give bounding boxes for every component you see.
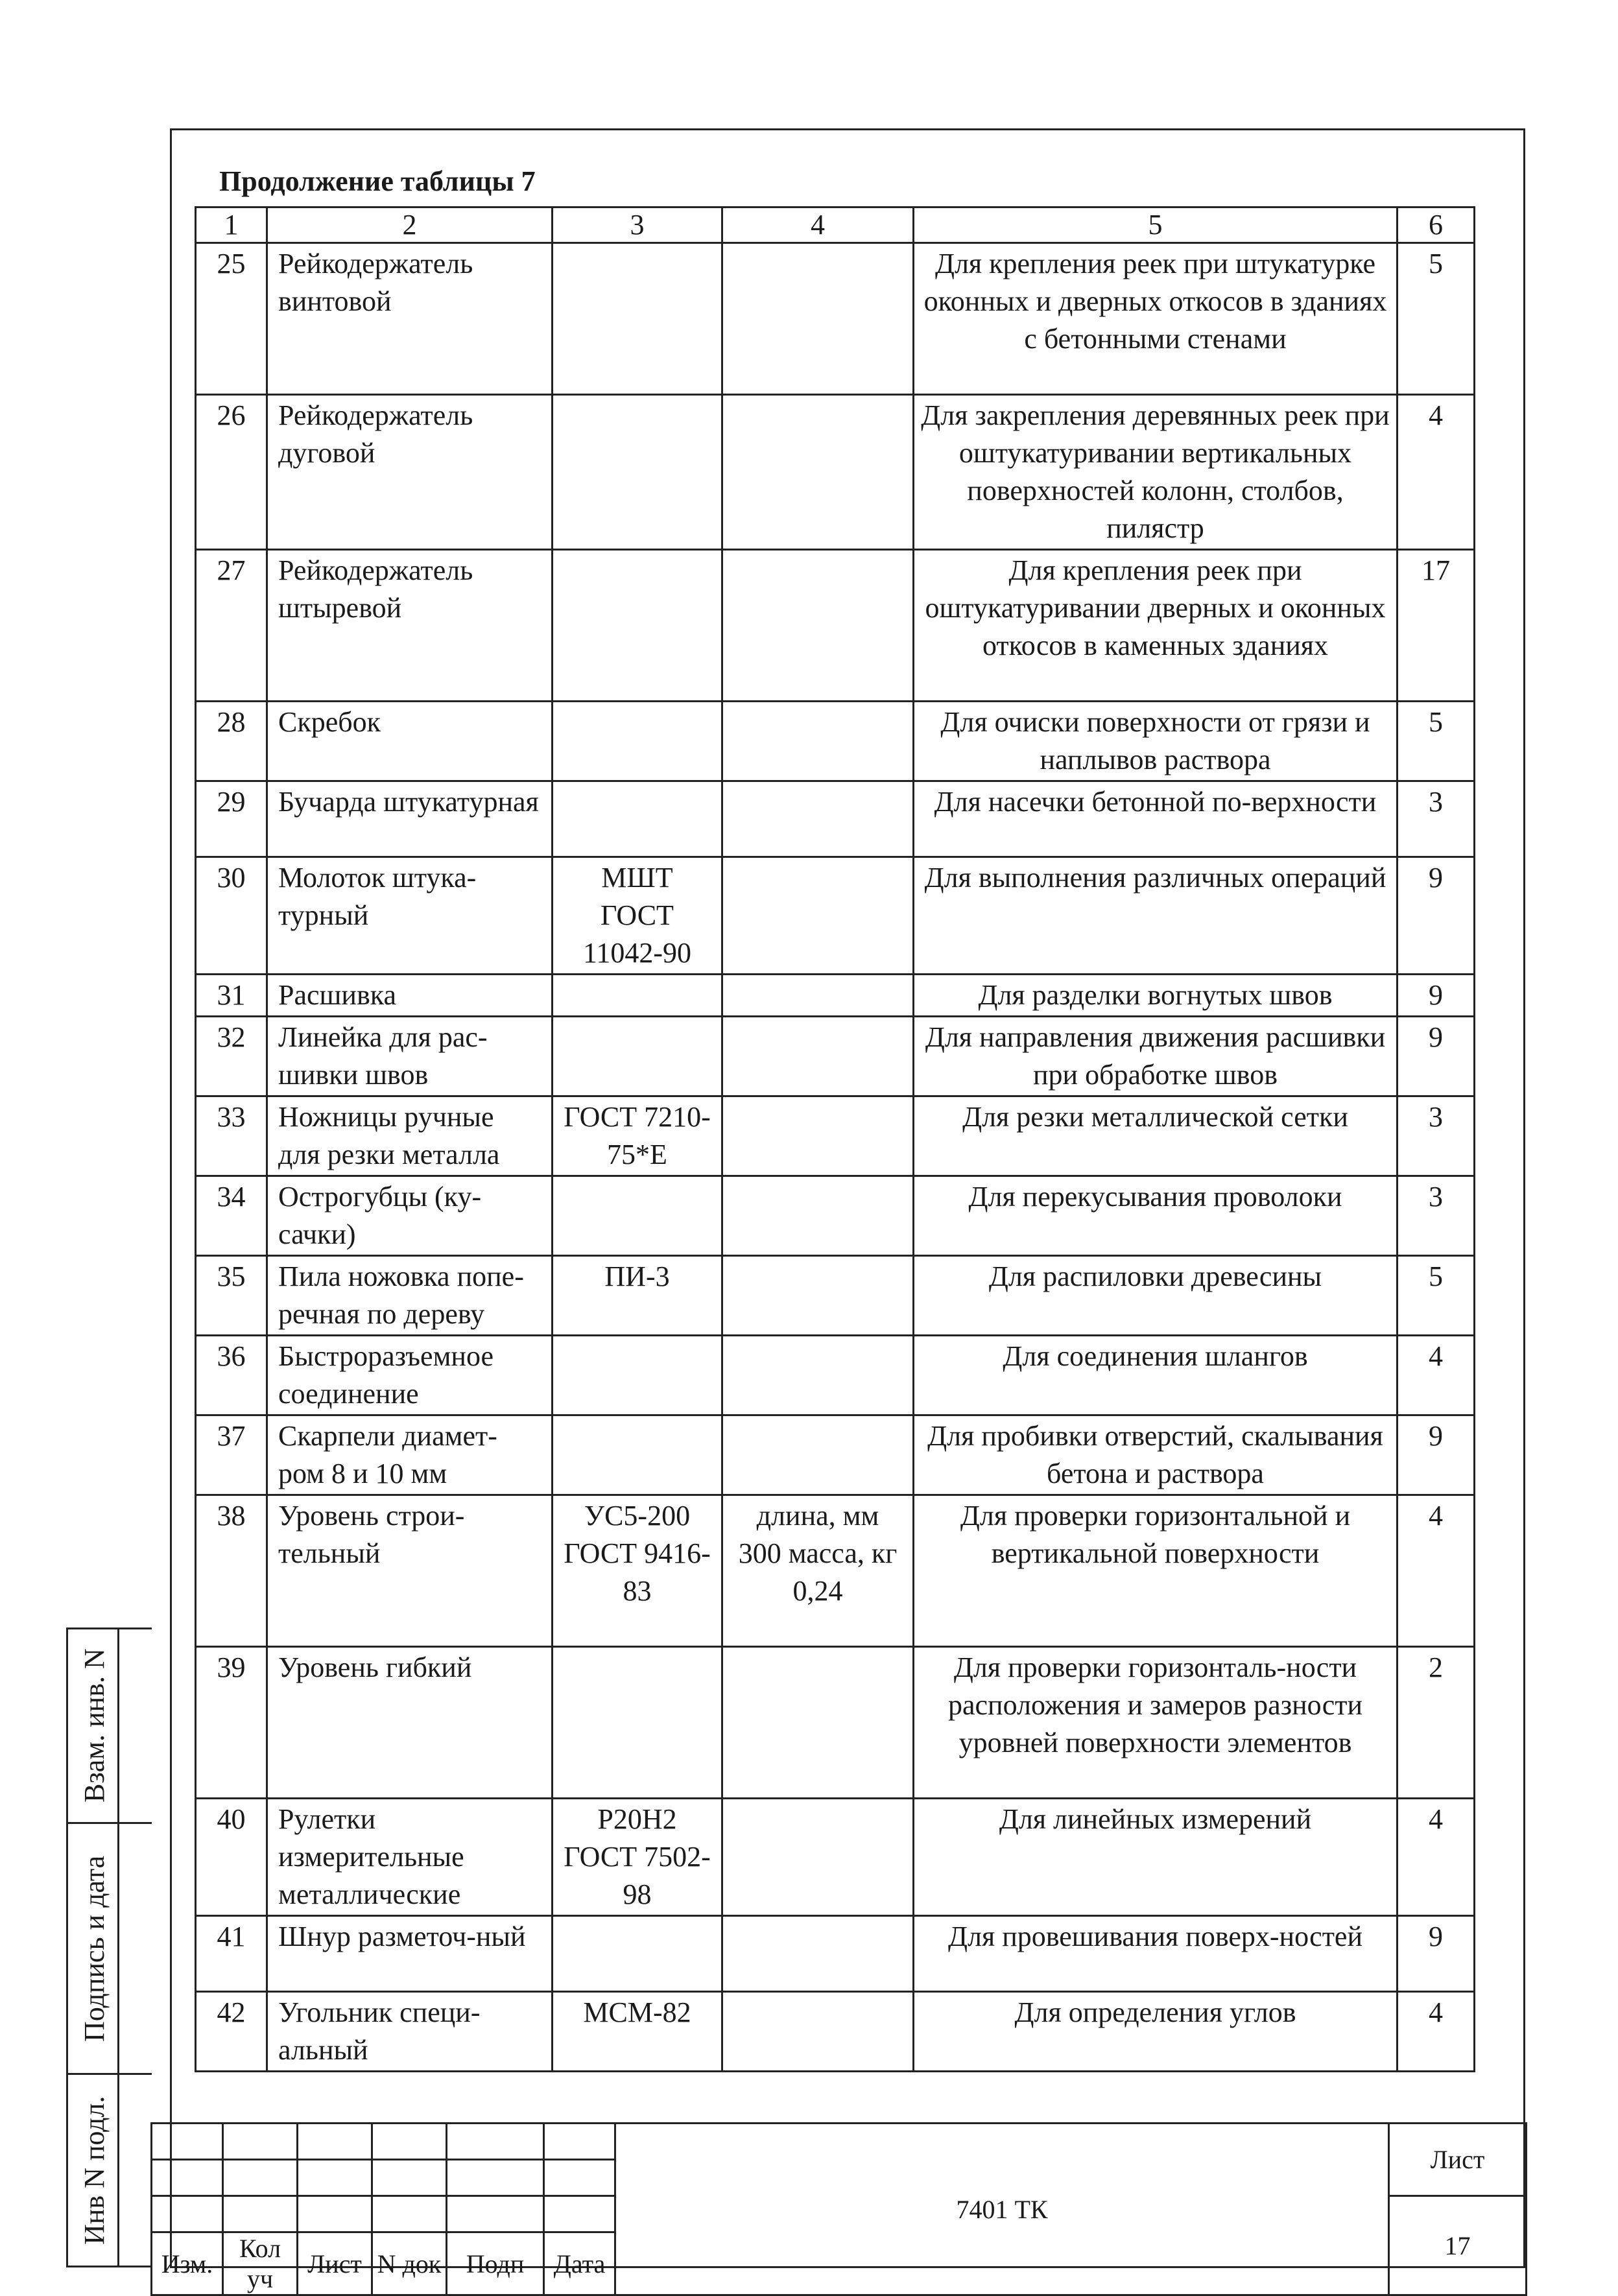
item-spec — [722, 702, 914, 781]
item-purpose: Для крепления реек при оштукатуривании дверных и оконных откосов в каменных зданиях — [914, 550, 1398, 702]
item-spec — [722, 1647, 914, 1799]
item-mark: УС5-200 ГОСТ 9416-83 — [553, 1495, 722, 1647]
item-name: Скребок — [267, 702, 553, 781]
header-cell: 4 — [722, 207, 914, 243]
item-name: Молоток штука-турный — [267, 857, 553, 975]
item-mark — [553, 1176, 722, 1256]
item-quantity: 9 — [1398, 857, 1475, 975]
table-row — [196, 1017, 1475, 1096]
item-name: Бучарда штукатурная — [267, 781, 553, 857]
header-cell: 1 — [196, 207, 267, 243]
item-purpose: Для резки металлической сетки — [914, 1096, 1398, 1176]
item-quantity: 3 — [1398, 1096, 1475, 1176]
item-purpose: Для очиски поверхности от грязи и наплывов раствора — [914, 702, 1398, 781]
item-spec — [722, 1096, 914, 1176]
item-purpose: Для направления движения расшивки при обработке швов — [914, 1017, 1398, 1096]
item-number: 30 — [196, 857, 267, 975]
item-purpose: Для распиловки древесины — [914, 1256, 1398, 1336]
item-quantity: 5 — [1398, 702, 1475, 781]
item-quantity: 4 — [1398, 1799, 1475, 1916]
item-number: 27 — [196, 550, 267, 702]
izm-label: Изм. — [152, 2232, 223, 2295]
item-name: Уровень гибкий — [267, 1647, 553, 1799]
table-row — [196, 1336, 1475, 1415]
item-quantity: 9 — [1398, 1017, 1475, 1096]
table-row — [196, 975, 1475, 1017]
podp-label: Подп — [447, 2232, 544, 2295]
item-spec — [722, 857, 914, 975]
item-name: Рейкодержатель штыревой — [267, 550, 553, 702]
side-label-inv: Инв N подл. — [78, 2096, 110, 2245]
item-spec — [722, 1256, 914, 1336]
item-purpose: Для соединения шлангов — [914, 1336, 1398, 1415]
item-quantity: 4 — [1398, 395, 1475, 550]
list-label: Лист — [298, 2232, 372, 2295]
item-quantity: 3 — [1398, 1176, 1475, 1256]
item-number: 42 — [196, 1992, 267, 2072]
item-mark — [553, 243, 722, 395]
item-mark — [553, 395, 722, 550]
table-row — [196, 1799, 1475, 1916]
item-purpose: Для закрепления деревянных реек при оштукатуривании вертикальных поверхностей колонн, столбов, пилястр — [914, 395, 1398, 550]
item-purpose: Для перекусывания проволоки — [914, 1176, 1398, 1256]
item-purpose: Для линейных измерений — [914, 1799, 1398, 1916]
item-mark: МСМ-82 — [553, 1992, 722, 2072]
item-number: 39 — [196, 1647, 267, 1799]
item-number: 34 — [196, 1176, 267, 1256]
item-mark — [553, 1647, 722, 1799]
item-number: 40 — [196, 1799, 267, 1916]
side-label-podpis: Подпись и дата — [78, 1855, 110, 2042]
document-code: 7401 ТК — [615, 2124, 1389, 2295]
table-row — [196, 1176, 1475, 1256]
side-stamp-inv — [66, 2073, 152, 2267]
sheet-number: 17 — [1389, 2196, 1527, 2295]
header-cell: 5 — [914, 207, 1398, 243]
table-row — [196, 550, 1475, 702]
n-dok-label: N док — [372, 2232, 447, 2295]
equipment-table — [195, 206, 1475, 2072]
item-name: Пила ножовка попе-речная по дереву — [267, 1256, 553, 1336]
item-spec — [722, 975, 914, 1017]
item-number: 26 — [196, 395, 267, 550]
table-row — [196, 1495, 1475, 1647]
item-number: 37 — [196, 1415, 267, 1495]
item-mark — [553, 1017, 722, 1096]
item-name: Расшивка — [267, 975, 553, 1017]
kol-uch-label: Кол уч — [223, 2232, 298, 2295]
item-purpose: Для насечки бетонной по-верхности — [914, 781, 1398, 857]
item-quantity: 5 — [1398, 1256, 1475, 1336]
item-mark — [553, 1336, 722, 1415]
item-purpose: Для проверки горизонталь-ности расположения и замеров разности уровней поверхности элементов — [914, 1647, 1398, 1799]
item-purpose: Для крепления реек при штукатурке оконных и дверных откосов в зданиях с бетонными стенами — [914, 243, 1398, 395]
item-number: 33 — [196, 1096, 267, 1176]
item-mark: ПИ-3 — [553, 1256, 722, 1336]
table-row — [196, 1415, 1475, 1495]
item-mark — [553, 975, 722, 1017]
item-name: Линейка для рас-шивки швов — [267, 1017, 553, 1096]
item-number: 36 — [196, 1336, 267, 1415]
side-label-vzam: Взам. инв. N — [78, 1648, 110, 1803]
item-spec — [722, 1336, 914, 1415]
table-caption: Продолжение таблицы 7 — [219, 165, 536, 197]
table-row — [196, 1096, 1475, 1176]
item-spec — [722, 781, 914, 857]
item-quantity: 4 — [1398, 1495, 1475, 1647]
item-name: Уровень строи-тельный — [267, 1495, 553, 1647]
table-row — [196, 857, 1475, 975]
item-spec: длина, мм 300 масса, кг 0,24 — [722, 1495, 914, 1647]
header-cell: 2 — [267, 207, 553, 243]
item-number: 29 — [196, 781, 267, 857]
item-number: 32 — [196, 1017, 267, 1096]
item-number: 28 — [196, 702, 267, 781]
item-mark — [553, 702, 722, 781]
table-row — [196, 1992, 1475, 2072]
item-purpose: Для проверки горизонтальной и вертикальной поверхности — [914, 1495, 1398, 1647]
item-quantity: 5 — [1398, 243, 1475, 395]
item-mark — [553, 1916, 722, 1992]
item-name: Рейкодержатель дуговой — [267, 395, 553, 550]
title-block — [150, 2122, 1527, 2296]
item-quantity: 17 — [1398, 550, 1475, 702]
item-name: Быстроразъемное соединение — [267, 1336, 553, 1415]
header-cell: 6 — [1398, 207, 1475, 243]
item-number: 35 — [196, 1256, 267, 1336]
table-row — [196, 1256, 1475, 1336]
item-number: 41 — [196, 1916, 267, 1992]
item-mark: ГОСТ 7210-75*Е — [553, 1096, 722, 1176]
table-row — [196, 395, 1475, 550]
item-name: Скарпели диамет-ром 8 и 10 мм — [267, 1415, 553, 1495]
item-purpose: Для провешивания поверх-ностей — [914, 1916, 1398, 1992]
sheet-label: Лист — [1389, 2124, 1527, 2196]
item-purpose: Для выполнения различных операций — [914, 857, 1398, 975]
item-purpose: Для пробивки отверстий, скалывания бетона и раствора — [914, 1415, 1398, 1495]
table-row — [196, 243, 1475, 395]
item-purpose: Для разделки вогнутых швов — [914, 975, 1398, 1017]
item-spec — [722, 1799, 914, 1916]
table-row — [196, 1916, 1475, 1992]
item-spec — [722, 395, 914, 550]
item-spec — [722, 243, 914, 395]
item-quantity: 4 — [1398, 1992, 1475, 2072]
item-quantity: 4 — [1398, 1336, 1475, 1415]
item-quantity: 9 — [1398, 1916, 1475, 1992]
header-cell: 3 — [553, 207, 722, 243]
item-spec — [722, 550, 914, 702]
item-name: Угольник специ-альный — [267, 1992, 553, 2072]
item-spec — [722, 1916, 914, 1992]
item-mark — [553, 781, 722, 857]
item-mark: Р20Н2 ГОСТ 7502-98 — [553, 1799, 722, 1916]
item-name: Рулетки измерительные металлические — [267, 1799, 553, 1916]
item-name: Острогубцы (ку-сачки) — [267, 1176, 553, 1256]
item-number: 31 — [196, 975, 267, 1017]
data-label: Дата — [544, 2232, 615, 2295]
side-stamp-podpis — [66, 1822, 152, 2075]
item-quantity: 3 — [1398, 781, 1475, 857]
table-header-row — [196, 207, 1475, 243]
table-row — [196, 1647, 1475, 1799]
item-spec — [722, 1992, 914, 2072]
item-number: 38 — [196, 1495, 267, 1647]
item-mark — [553, 1415, 722, 1495]
table-row — [196, 702, 1475, 781]
item-spec — [722, 1415, 914, 1495]
item-spec — [722, 1017, 914, 1096]
item-name: Шнур разметоч-ный — [267, 1916, 553, 1992]
table-row — [196, 781, 1475, 857]
item-mark — [553, 550, 722, 702]
item-quantity: 9 — [1398, 1415, 1475, 1495]
item-quantity: 9 — [1398, 975, 1475, 1017]
item-number: 25 — [196, 243, 267, 395]
item-name: Ножницы ручные для резки металла — [267, 1096, 553, 1176]
side-stamp-vzam — [66, 1627, 152, 1824]
item-spec — [722, 1176, 914, 1256]
item-mark: МШТ ГОСТ 11042-90 — [553, 857, 722, 975]
item-quantity: 2 — [1398, 1647, 1475, 1799]
item-name: Рейкодержатель винтовой — [267, 243, 553, 395]
item-purpose: Для определения углов — [914, 1992, 1398, 2072]
